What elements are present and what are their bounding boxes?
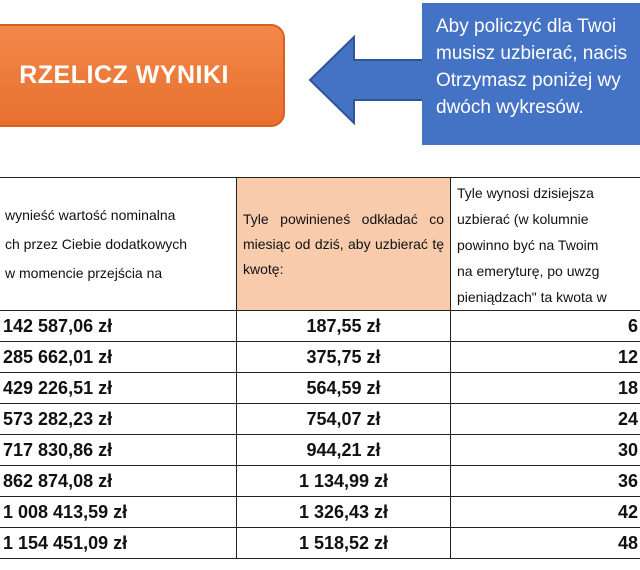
savings-table [0, 177, 640, 559]
cell-monthly: 944,21 zł [237, 435, 451, 466]
cell-total: 285 662,01 zł [0, 342, 237, 373]
header-today-value: Tyle wynosi dzisiejsza uzbierać (w kolumnie powinno być na Twoim na emeryturę, po uwzg pieniądzach" ta kwota w [451, 178, 640, 311]
callout-line: Aby policzyć dla Twoi [436, 16, 617, 37]
callout-line: musisz uzbierać, nacis [436, 43, 628, 64]
cell-today: 12 [451, 342, 640, 373]
cell-monthly: 375,75 zł [237, 342, 451, 373]
cell-monthly: 564,59 zł [237, 373, 451, 404]
cell-total: 862 874,08 zł [0, 466, 237, 497]
table-header-row [0, 178, 640, 311]
cell-total: 429 226,51 zł [0, 373, 237, 404]
cell-monthly: 187,55 zł [237, 311, 451, 342]
header-monthly-saving: Tyle powinieneś odkładać co miesiąc od dziś, aby uzbierać tę kwotę: [237, 178, 451, 311]
cell-today: 30 [451, 435, 640, 466]
cell-today: 48 [451, 528, 640, 559]
cell-total: 1 154 451,09 zł [0, 528, 237, 559]
recalculate-button-label: RZELICZ WYNIKI [19, 61, 229, 89]
cell-today: 18 [451, 373, 640, 404]
table-row [0, 435, 640, 466]
cell-monthly: 1 134,99 zł [237, 466, 451, 497]
cell-total: 1 008 413,59 zł [0, 497, 237, 528]
table-row [0, 311, 640, 342]
table-row [0, 466, 640, 497]
callout-line: Otrzymasz poniżej wy [436, 70, 621, 91]
table-row [0, 404, 640, 435]
table-row [0, 373, 640, 404]
cell-total: 573 282,23 zł [0, 404, 237, 435]
cell-monthly: 1 518,52 zł [237, 528, 451, 559]
table-row [0, 497, 640, 528]
table-row [0, 528, 640, 559]
cell-monthly: 754,07 zł [237, 404, 451, 435]
recalculate-results-button[interactable] [0, 24, 285, 127]
callout-line: dwóch wykresów. [436, 97, 584, 118]
cell-total: 717 830,86 zł [0, 435, 237, 466]
cell-total: 142 587,06 zł [0, 311, 237, 342]
cell-today: 6 [451, 311, 640, 342]
table-row [0, 342, 640, 373]
cell-today: 24 [451, 404, 640, 435]
header-nominal-value: wynieść wartość nominalna ch przez Ciebie dodatkowych w momencie przejścia na [0, 178, 237, 311]
cell-today: 36 [451, 466, 640, 497]
arrow-left-icon [308, 34, 426, 126]
instruction-callout [422, 3, 640, 145]
cell-today: 42 [451, 497, 640, 528]
cell-monthly: 1 326,43 zł [237, 497, 451, 528]
